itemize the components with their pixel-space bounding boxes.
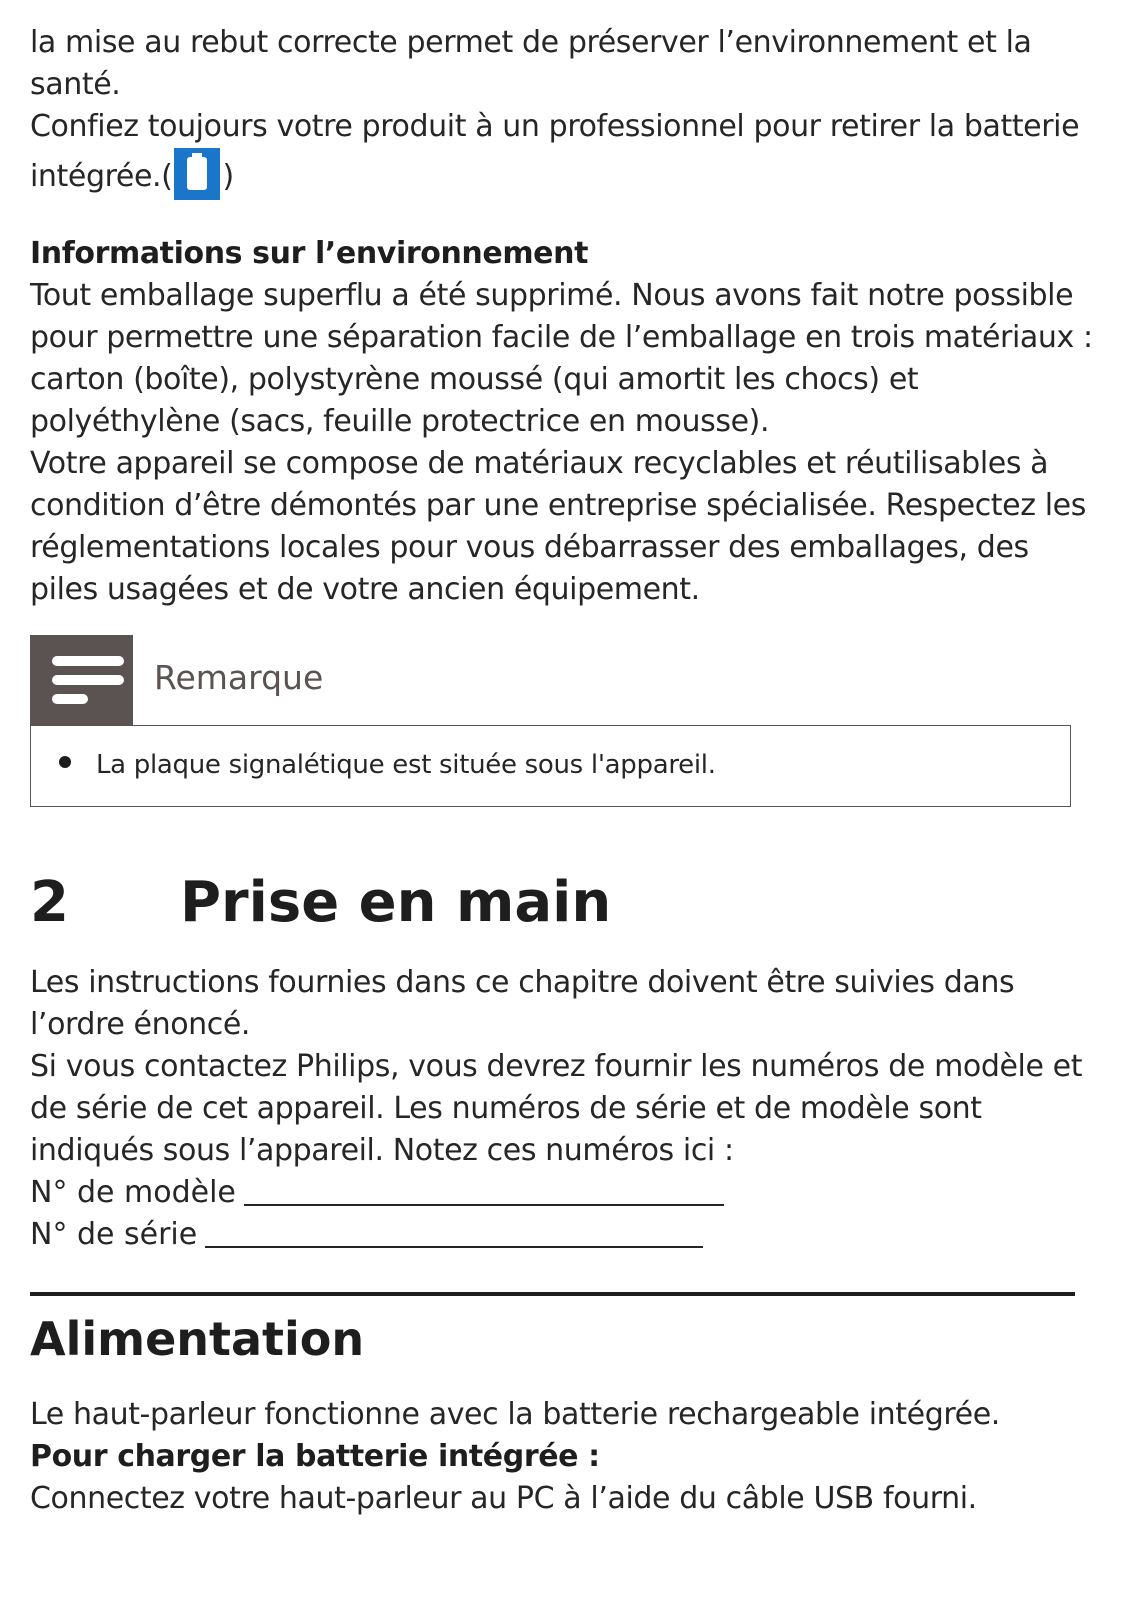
note-box — [30, 725, 1071, 807]
section-divider — [30, 1292, 1075, 1296]
model-number-blank — [244, 1174, 724, 1206]
charging-paragraph: Connectez votre haut-parleur au PC à l’aide du câble USB fourni. — [30, 1481, 977, 1516]
serial-number-label: N° de série — [30, 1217, 198, 1252]
serial-number-field — [30, 1214, 703, 1256]
contact-paragraph: Si vous contactez Philips, vous devrez fournir les numéros de modèle et de série de cet appareil. Les numéros de série et de modèle sont indiqués sous l’appareil. Notez ces numéros ici : — [30, 1049, 1083, 1168]
battery-icon — [174, 148, 220, 200]
recycling-paragraph: Votre appareil se compose de matériaux recyclables et réutilisables à condition d’être démontés par une entreprise spécialisée. Respectez les réglementations locales pour vous débarrasser des emballages, des piles usagées et de votre ancien équipement. — [30, 446, 1086, 607]
note-lines-icon — [30, 635, 133, 725]
serial-number-blank — [205, 1216, 703, 1248]
environment-heading: Informations sur l’environnement — [30, 236, 589, 271]
charging-subheading: Pour charger la batterie intégrée : — [30, 1439, 600, 1474]
chapter-intro-paragraph: Les instructions fournies dans ce chapitre doivent être suivies dans l’ordre énoncé. — [30, 965, 1015, 1042]
model-number-label: N° de modèle — [30, 1175, 236, 1210]
battery-paragraph — [30, 106, 1098, 200]
chapter-number: 2 — [30, 870, 69, 935]
power-paragraph: Le haut-parleur fonctionne avec la batterie rechargeable intégrée. — [30, 1397, 1000, 1432]
disposal-paragraph: la mise au rebut correcte permet de préserver l’environnement et la santé. — [30, 25, 1032, 102]
note-item: La plaque signalétique est située sous l'appareil. — [96, 750, 716, 780]
chapter-title: Prise en main — [180, 870, 612, 935]
packaging-paragraph: Tout emballage superflu a été supprimé. Nous avons fait notre possible pour permettre une séparation facile de l’emballage en trois matériaux : carton (boîte), polystyrène moussé (qui amortit les chocs) et polyéthylène (sacs, feuille protectrice en mousse). — [30, 278, 1093, 439]
note-title: Remarque — [154, 658, 324, 697]
bullet-icon — [59, 756, 71, 768]
battery-paragraph-close: ) — [222, 159, 234, 194]
model-number-field — [30, 1172, 724, 1214]
section-title: Alimentation — [30, 1312, 365, 1366]
battery-paragraph-text: Confiez toujours votre produit à un professionnel pour retirer la batterie intégrée.( — [30, 109, 1080, 194]
